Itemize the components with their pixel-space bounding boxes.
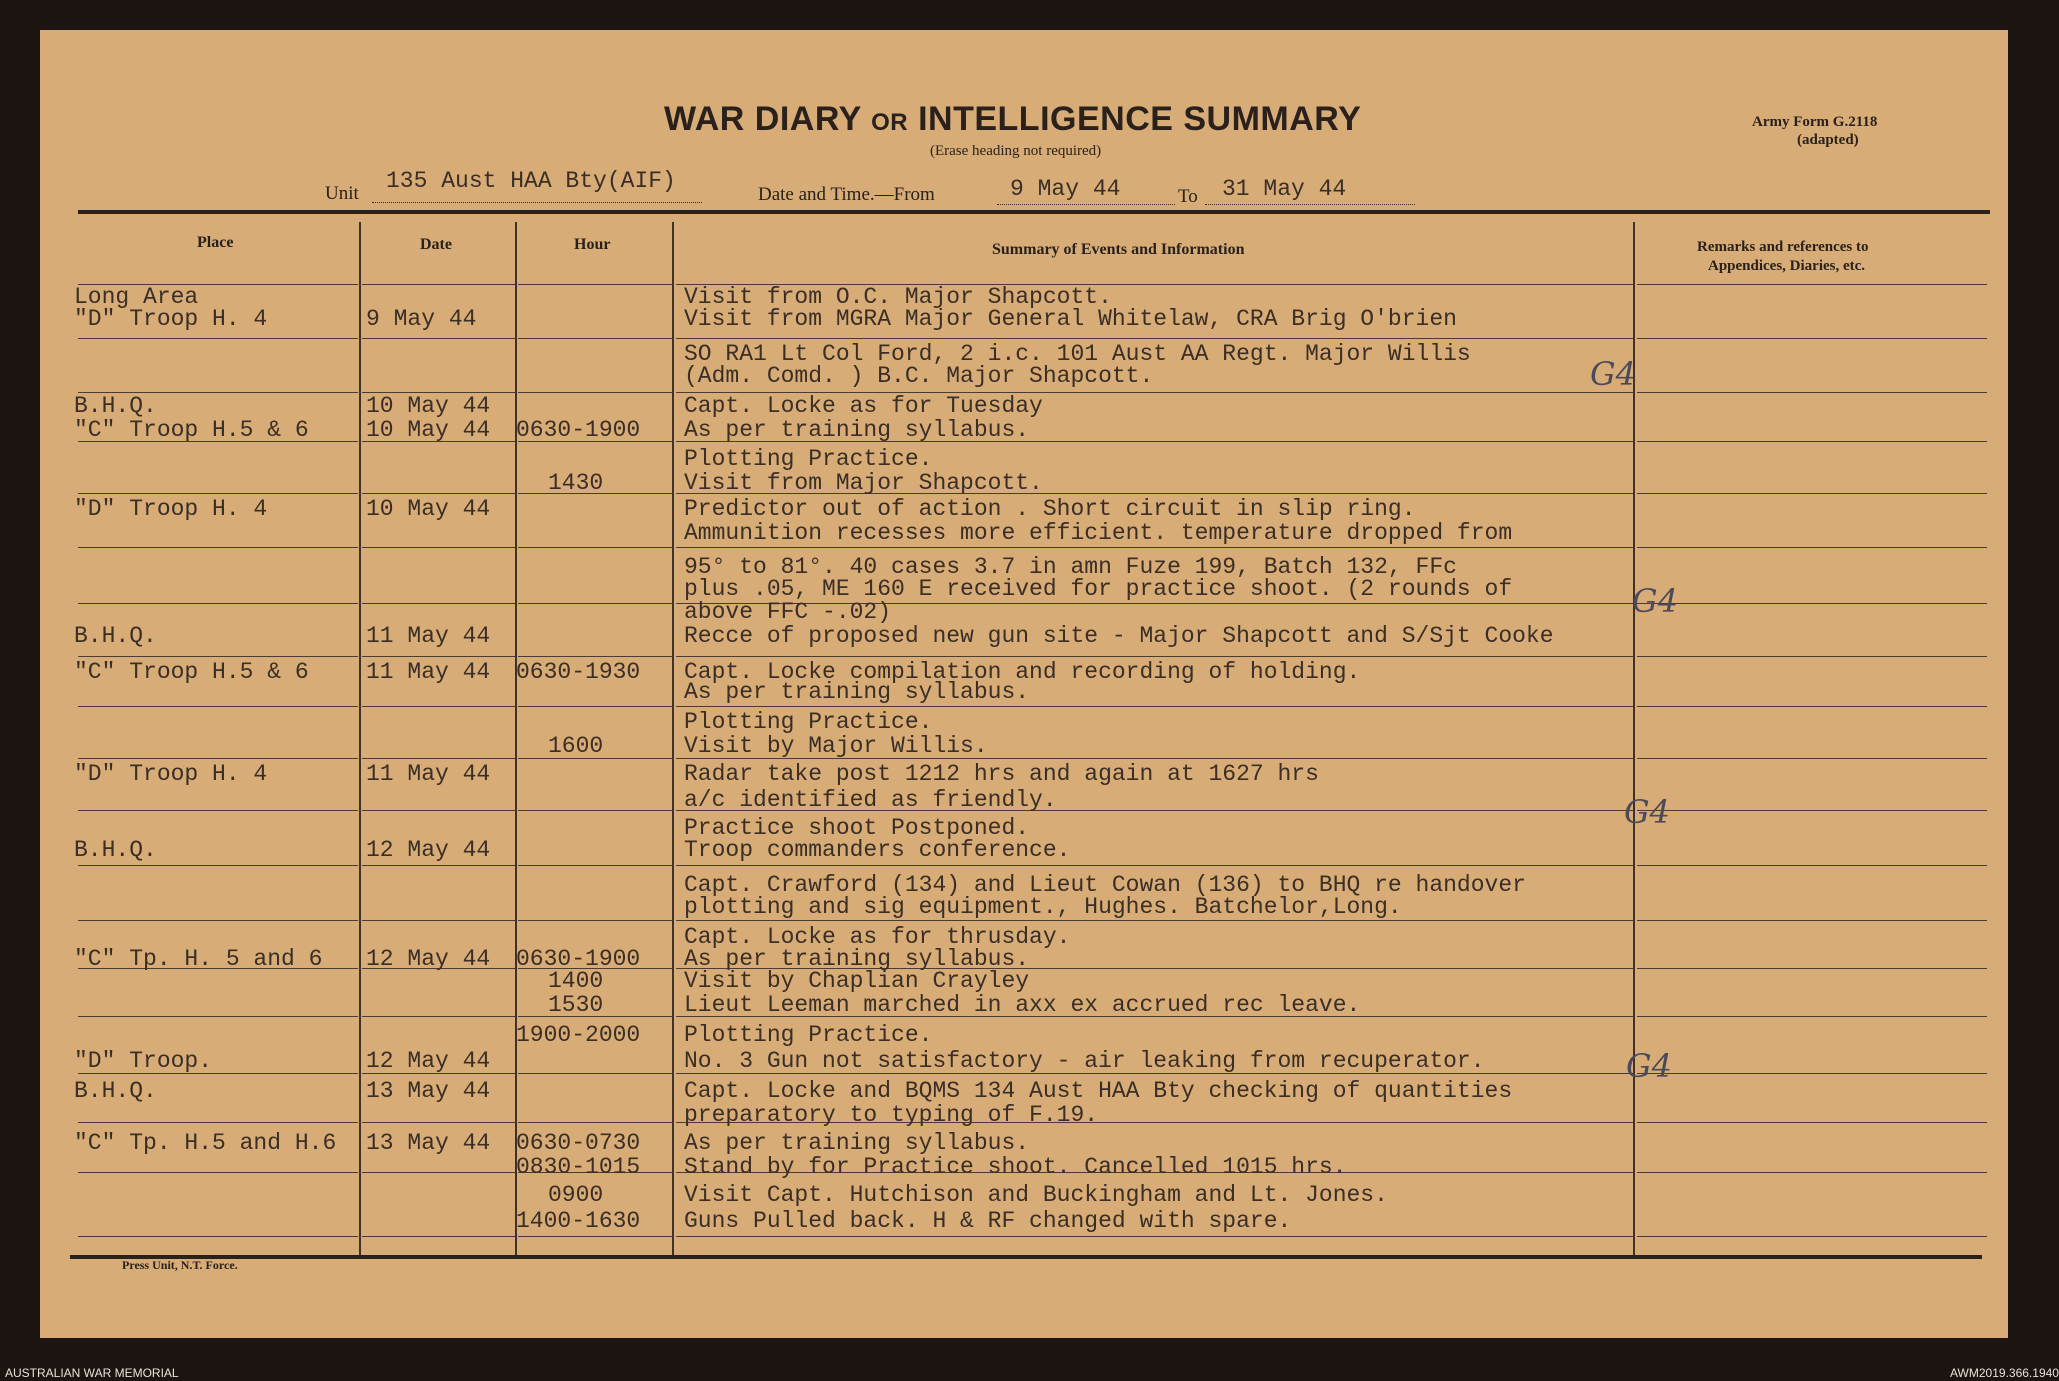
entry-summary: Predictor out of action . Short circuit in slip ring.	[684, 496, 1416, 522]
entry-summary: Visit from O.C. Major Shapcott.	[684, 284, 1112, 310]
ruled-line	[1637, 1016, 1987, 1017]
entry-place: "C" Troop H.5 & 6	[74, 417, 309, 443]
entry-hour: 0830-1015	[516, 1154, 641, 1180]
ruled-line	[1637, 284, 1987, 285]
ruled-line	[362, 603, 515, 604]
entry-summary: 95° to 81°. 40 cases 3.7 in amn Fuze 199, Batch 132, FFc	[684, 554, 1457, 580]
entry-summary: plus .05, ME 160 E received for practice shoot. (2 rounds of	[684, 576, 1513, 602]
entry-place: B.H.Q.	[74, 837, 157, 863]
entry-summary: plotting and sig equipment., Hughes. Batchelor,Long.	[684, 894, 1402, 920]
form-title	[664, 100, 1361, 139]
entry-summary: Visit from MGRA Major General Whitelaw, CRA Brig O'brien	[684, 306, 1457, 332]
entry-date: 9 May 44	[366, 306, 477, 332]
ruled-line	[518, 547, 673, 548]
footer-source: AUSTRALIAN WAR MEMORIAL	[5, 1366, 179, 1380]
entry-hour: 1530	[548, 992, 604, 1018]
date-label: Date and Time.—From	[758, 184, 935, 205]
entry-summary: Lieut Leeman marched in axx ex accrued rec leave.	[684, 992, 1361, 1018]
ruled-line	[362, 810, 515, 811]
entry-place: "D" Troop.	[74, 1048, 213, 1074]
ruled-line	[518, 1073, 673, 1074]
entry-summary: Capt. Locke as for Tuesday	[684, 393, 1043, 419]
entry-place: "D" Troop H. 4	[74, 306, 268, 332]
entry-summary: a/c identified as friendly.	[684, 787, 1057, 813]
entry-summary: Visit by Major Willis.	[684, 733, 988, 759]
entry-date: 10 May 44	[366, 496, 491, 522]
col-header-place: Place	[197, 234, 234, 251]
title-part2: INTELLIGENCE SUMMARY	[918, 100, 1362, 138]
title-or: OR	[871, 109, 909, 136]
date-from-value: 9 May 44	[1010, 176, 1121, 202]
entry-summary: As per training syllabus.	[684, 1130, 1030, 1156]
entry-place: "D" Troop H. 4	[74, 496, 268, 522]
ruled-line	[362, 338, 515, 339]
ruled-line	[78, 758, 358, 759]
ruled-line	[78, 656, 358, 657]
ruled-line	[78, 1122, 358, 1123]
ruled-line	[362, 865, 515, 866]
ruled-line	[1637, 1122, 1987, 1123]
ruled-line	[1637, 810, 1987, 811]
ruled-line	[362, 1122, 515, 1123]
entry-date: 11 May 44	[366, 623, 491, 649]
entry-summary: Practice shoot Postponed.	[684, 815, 1030, 841]
ruled-line	[1637, 758, 1987, 759]
col-divider-date	[515, 222, 517, 1255]
ruled-line	[362, 706, 515, 707]
ruled-line	[362, 1016, 515, 1017]
entry-place: B.H.Q.	[74, 623, 157, 649]
col-header-remarks-1: Remarks and references to	[1697, 239, 1869, 255]
entry-summary: Plotting Practice.	[684, 1022, 933, 1048]
ruled-line	[1637, 1236, 1987, 1237]
entry-summary: Capt. Locke and BQMS 134 Aust HAA Bty checking of quantities	[684, 1078, 1513, 1104]
initials-mark: G4	[1590, 355, 1636, 393]
entry-date: 10 May 44	[366, 393, 491, 419]
entry-date: 13 May 44	[366, 1130, 491, 1156]
initials-mark: G4	[1632, 582, 1678, 620]
entry-summary: above FFC -.02)	[684, 599, 892, 625]
ruled-line	[362, 920, 515, 921]
ruled-line	[518, 338, 673, 339]
entry-summary: Visit Capt. Hutchison and Buckingham and Lt. Jones.	[684, 1182, 1388, 1208]
col-header-hour: Hour	[574, 236, 611, 253]
entry-date: 12 May 44	[366, 946, 491, 972]
col-header-remarks-2: Appendices, Diaries, etc.	[1708, 258, 1866, 274]
date-to-value: 31 May 44	[1222, 176, 1347, 202]
entry-hour: 1400-1630	[516, 1208, 641, 1234]
form-subtitle: (Erase heading not required)	[930, 143, 1102, 159]
col-header-summary: Summary of Events and Information	[992, 241, 1245, 258]
entry-hour: 0630-1900	[516, 946, 641, 972]
entry-summary: Capt. Crawford (134) and Lieut Cowan (136) to BHQ re handover	[684, 872, 1526, 898]
from-underline	[997, 204, 1175, 206]
entry-hour: 1400	[548, 968, 604, 994]
entry-summary: Visit from Major Shapcott.	[684, 470, 1043, 496]
form-number: Army Form G.2118	[1752, 114, 1878, 130]
entry-hour: 0630-1930	[516, 659, 641, 685]
col-divider-hour	[672, 222, 674, 1255]
entry-place: "C" Tp. H.5 and H.6	[74, 1130, 337, 1156]
ruled-line	[676, 920, 1633, 921]
entry-summary: SO RA1 Lt Col Ford, 2 i.c. 101 Aust AA Regt. Major Willis	[684, 341, 1471, 367]
table-top-rule	[78, 210, 1990, 214]
press-imprint: Press Unit, N.T. Force.	[122, 1258, 238, 1272]
entry-hour: 1430	[548, 470, 604, 496]
ruled-line	[78, 706, 358, 707]
ruled-line	[676, 656, 1633, 657]
ruled-line	[1637, 656, 1987, 657]
ruled-line	[676, 547, 1633, 548]
ruled-line	[518, 920, 673, 921]
entry-hour: 0630-1900	[516, 417, 641, 443]
ruled-line	[518, 865, 673, 866]
ruled-line	[1637, 968, 1987, 969]
entry-place: B.H.Q.	[74, 393, 157, 419]
ruled-line	[1637, 865, 1987, 866]
ruled-line	[362, 758, 515, 759]
ruled-line	[518, 706, 673, 707]
entry-place: Long Area	[74, 284, 199, 310]
entry-place: "C" Troop H.5 & 6	[74, 659, 309, 685]
entry-summary: Guns Pulled back. H & RF changed with spare.	[684, 1208, 1292, 1234]
ruled-line	[78, 1236, 358, 1237]
entry-summary: Troop commanders conference.	[684, 837, 1071, 863]
ruled-line	[362, 656, 515, 657]
ruled-line	[518, 810, 673, 811]
to-underline	[1205, 204, 1415, 206]
to-label: To	[1178, 186, 1198, 207]
title-part1: WAR DIARY	[664, 100, 862, 138]
entry-date: 10 May 44	[366, 417, 491, 443]
ruled-line	[1637, 493, 1987, 494]
ruled-line	[78, 1016, 358, 1017]
entry-date: 11 May 44	[366, 761, 491, 787]
ruled-line	[78, 865, 358, 866]
entry-summary: Visit by Chaplian Crayley	[684, 968, 1030, 994]
entry-place: "C" Tp. H. 5 and 6	[74, 946, 323, 972]
entry-summary: As per training syllabus.	[684, 946, 1030, 972]
ruled-line	[78, 493, 358, 494]
initials-mark: G4	[1624, 793, 1670, 831]
entry-summary: Plotting Practice.	[684, 709, 933, 735]
ruled-line	[518, 1236, 673, 1237]
ruled-line	[676, 865, 1633, 866]
ruled-line	[362, 1172, 515, 1173]
ruled-line	[78, 1172, 358, 1173]
unit-underline	[372, 202, 702, 204]
ruled-line	[362, 493, 515, 494]
entry-summary: preparatory to typing of F.19.	[684, 1102, 1099, 1128]
ruled-line	[1637, 547, 1987, 548]
ruled-line	[1637, 1073, 1987, 1074]
entry-summary: Plotting Practice.	[684, 446, 933, 472]
entry-hour: 0900	[548, 1182, 604, 1208]
ruled-line	[78, 920, 358, 921]
ruled-line	[78, 603, 358, 604]
entry-summary: Recce of proposed new gun site - Major Shapcott and S/Sjt Cooke	[684, 623, 1554, 649]
col-divider-place	[359, 222, 361, 1255]
ruled-line	[78, 547, 358, 548]
entry-summary: As per training syllabus.	[684, 679, 1030, 705]
entry-summary: Capt. Locke compilation and recording of holding.	[684, 659, 1361, 685]
footer-accession: AWM2019.366.1940	[1950, 1366, 2059, 1380]
col-header-date: Date	[420, 236, 452, 253]
entry-hour: 1900-2000	[516, 1022, 641, 1048]
entry-hour: 0630-0730	[516, 1130, 641, 1156]
entry-summary: (Adm. Comd. ) B.C. Major Shapcott.	[684, 363, 1154, 389]
ruled-line	[362, 1236, 515, 1237]
ruled-line	[362, 284, 515, 285]
archive-footer	[0, 1338, 2048, 1381]
entry-date: 12 May 44	[366, 837, 491, 863]
ruled-line	[518, 284, 673, 285]
ruled-line	[676, 1236, 1633, 1237]
entry-place: B.H.Q.	[74, 1078, 157, 1104]
form-adapted: (adapted)	[1797, 132, 1859, 148]
entry-hour: 1600	[548, 733, 604, 759]
ruled-line	[518, 392, 673, 393]
ruled-line	[1637, 392, 1987, 393]
table-bottom-rule	[70, 1255, 1982, 1259]
ruled-line	[676, 706, 1633, 707]
entry-date: 11 May 44	[366, 659, 491, 685]
ruled-line	[78, 810, 358, 811]
ruled-line	[1637, 920, 1987, 921]
unit-value: 135 Aust HAA Bty(AIF)	[386, 168, 676, 194]
ruled-line	[78, 338, 358, 339]
initials-mark: G4	[1626, 1047, 1672, 1085]
entry-date: 13 May 44	[366, 1078, 491, 1104]
unit-label: Unit	[325, 183, 359, 204]
ruled-line	[676, 338, 1633, 339]
entry-summary: Radar take post 1212 hrs and again at 1627 hrs	[684, 761, 1319, 787]
ruled-line	[1637, 706, 1987, 707]
ruled-line	[518, 656, 673, 657]
ruled-line	[518, 603, 673, 604]
ruled-line	[362, 547, 515, 548]
ruled-line	[1637, 1172, 1987, 1173]
ruled-line	[1637, 441, 1987, 442]
entry-date: 12 May 44	[366, 1048, 491, 1074]
entry-summary: As per training syllabus.	[684, 417, 1030, 443]
entry-place: "D" Troop H. 4	[74, 761, 268, 787]
ruled-line	[1637, 603, 1987, 604]
entry-summary: Stand by for Practice shoot. Cancelled 1015 hrs.	[684, 1154, 1347, 1180]
ruled-line	[518, 1122, 673, 1123]
entry-summary: Ammunition recesses more efficient. temperature dropped from	[684, 520, 1513, 546]
entry-summary: Capt. Locke as for thrusday.	[684, 924, 1071, 950]
entry-summary: No. 3 Gun not satisfactory - air leaking from recuperator.	[684, 1048, 1485, 1074]
ruled-line	[1637, 338, 1987, 339]
